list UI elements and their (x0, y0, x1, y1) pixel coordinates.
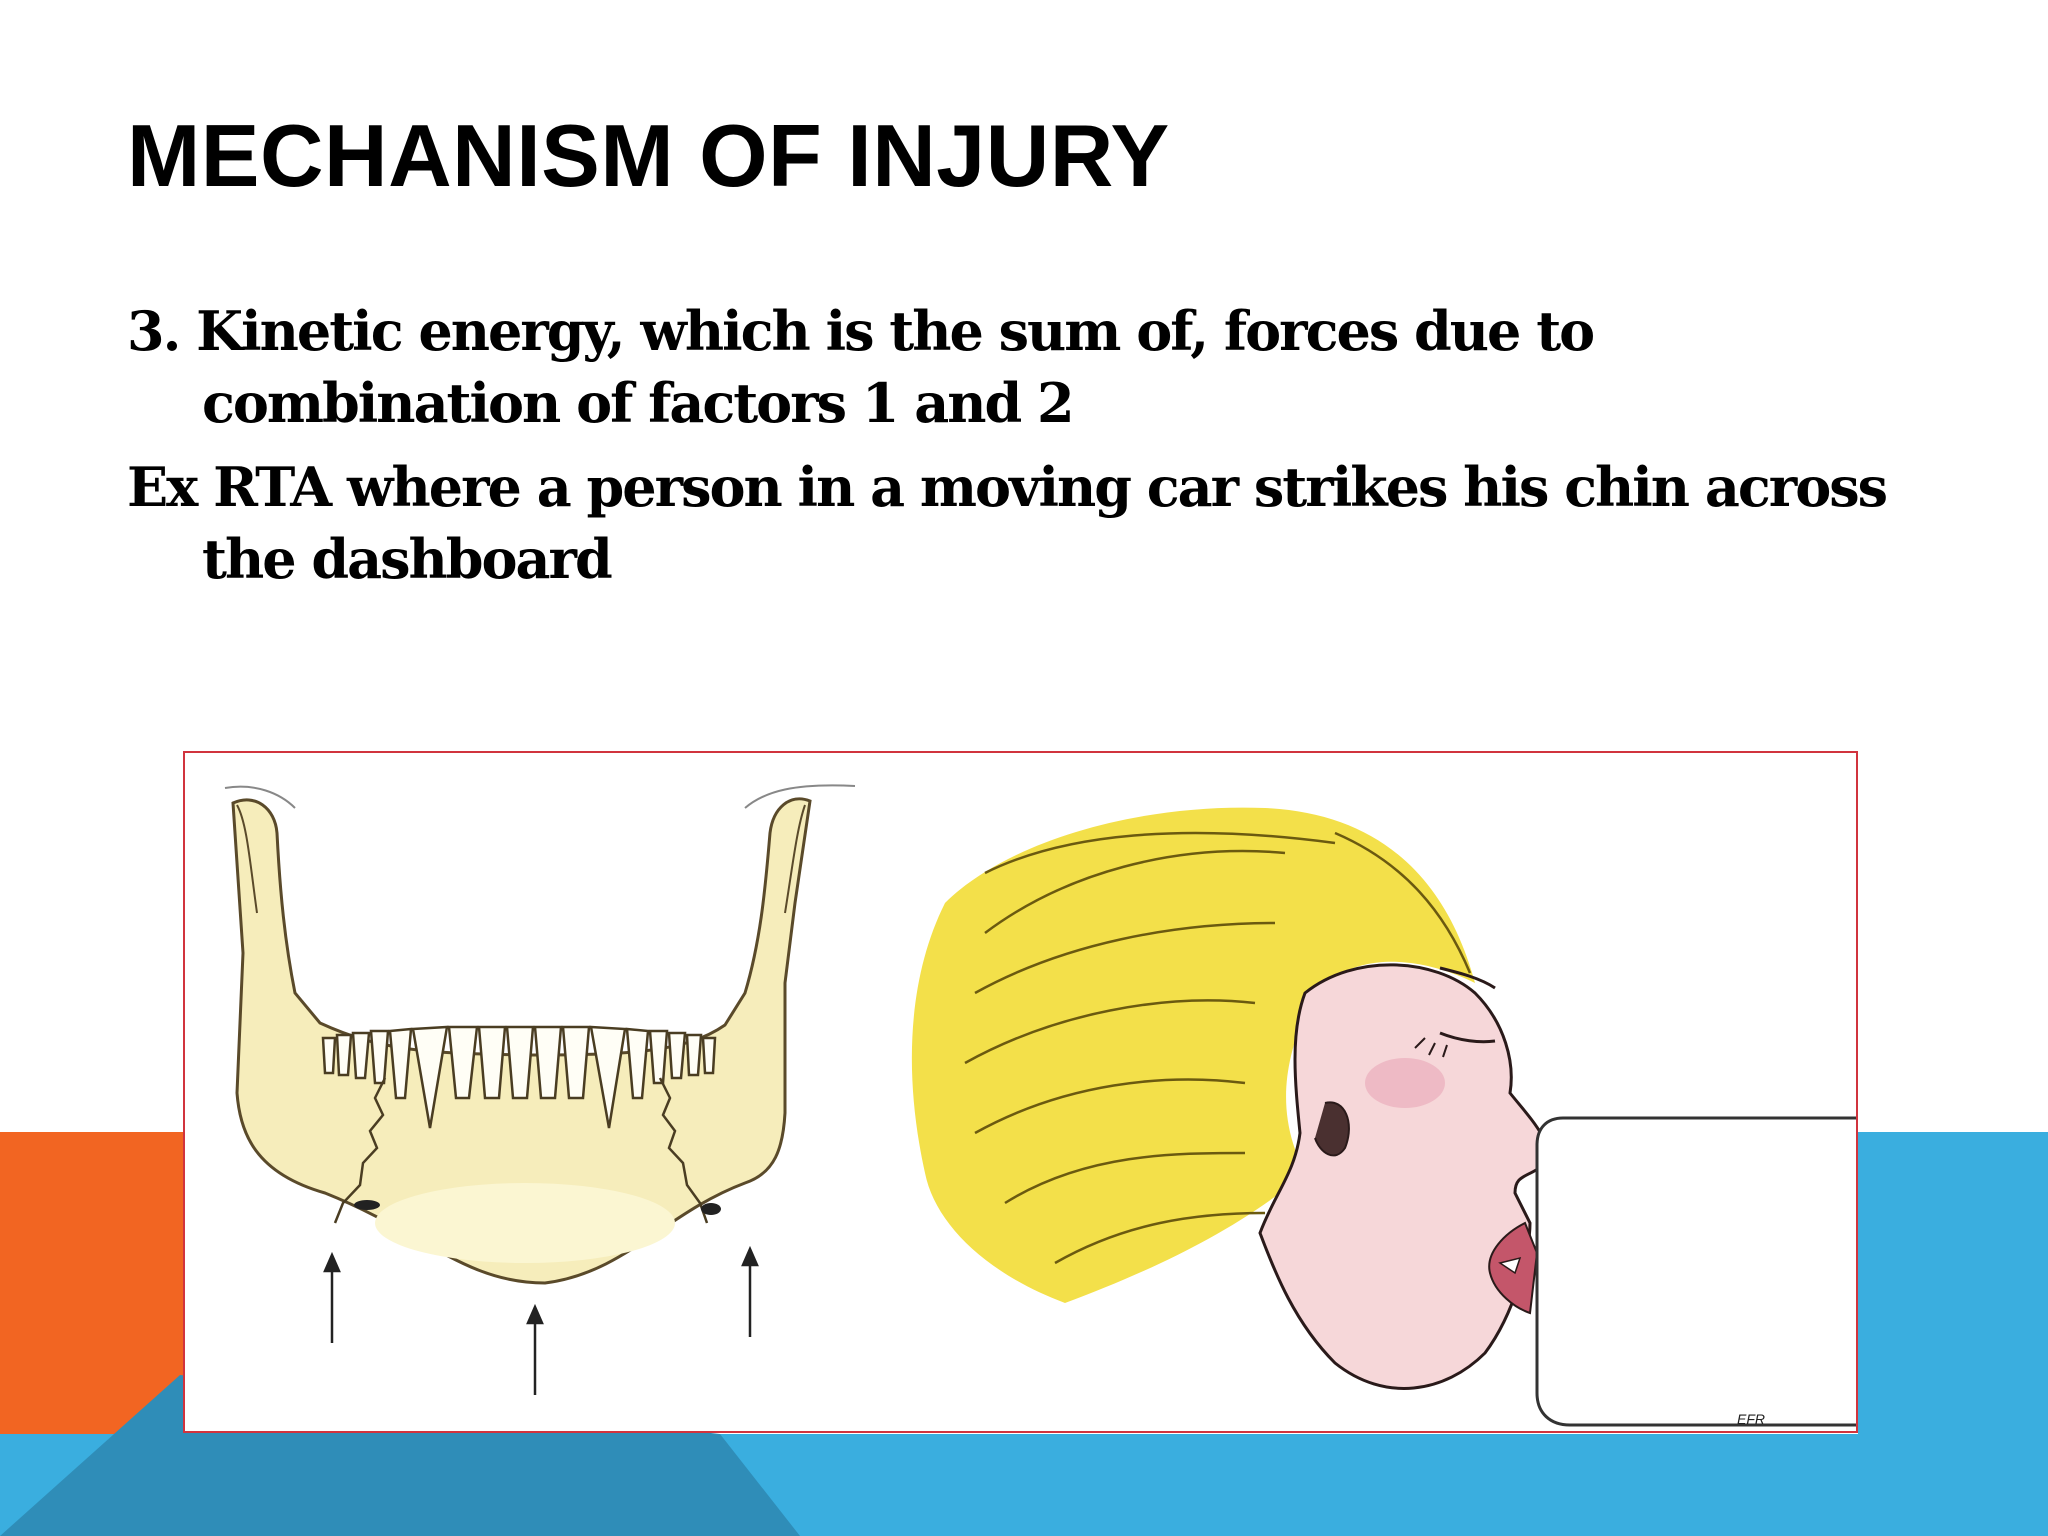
face-dashboard-illustration (912, 808, 1858, 1425)
dashboard (1537, 1118, 1858, 1425)
illustration-frame (183, 751, 1858, 1433)
content-list (127, 295, 1927, 607)
content-point-kinetic-energy: 3. Kinetic energy, which is the sum of, forces due to combination of factors 1 and 2 (127, 299, 1594, 435)
mandible-illustration (225, 785, 855, 1395)
face (1260, 965, 1547, 1389)
content-point-rta-example: Ex RTA where a person in a moving car strikes his chin across the dashboard (127, 455, 1887, 591)
artist-signature: EFR (1737, 1411, 1765, 1427)
illustration-drawing (185, 753, 1858, 1433)
page-title: MECHANISM OF INJURY (127, 106, 1170, 205)
